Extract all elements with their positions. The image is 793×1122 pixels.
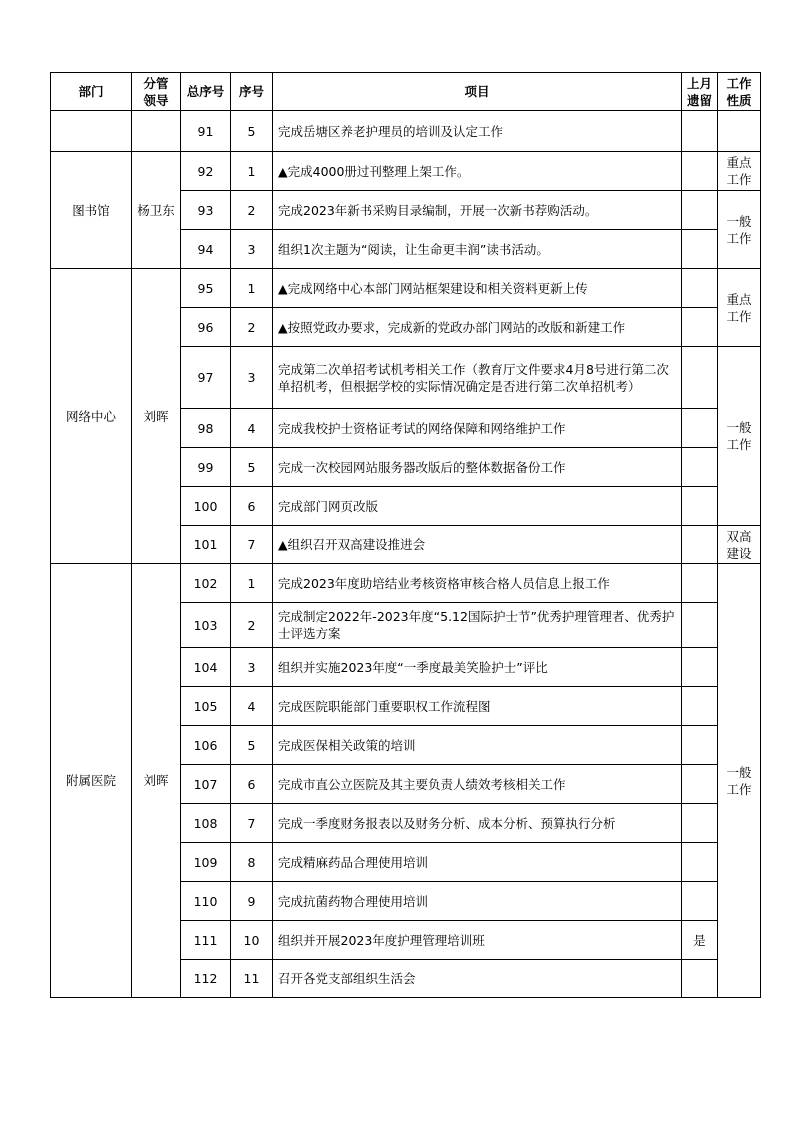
- project-cell: 完成市直公立医院及其主要负责人绩效考核相关工作: [273, 765, 682, 804]
- last-month-cell: [682, 230, 718, 269]
- total-no-cell: 110: [181, 882, 231, 921]
- last-month-cell: [682, 843, 718, 882]
- no-cell: 4: [231, 409, 273, 448]
- nature-cell-continued: [718, 111, 761, 152]
- leader-cell-continued: [132, 111, 181, 152]
- project-cell: 完成岳塘区养老护理员的培训及认定工作: [273, 111, 682, 152]
- nature-double-high: 双高建设: [718, 526, 761, 564]
- no-cell: 5: [231, 111, 273, 152]
- project-cell: 完成2023年新书采购目录编制，开展一次新书荐购活动。: [273, 191, 682, 230]
- no-cell: 4: [231, 687, 273, 726]
- project-cell: 完成部门网页改版: [273, 487, 682, 526]
- project-cell: 召开各党支部组织生活会: [273, 960, 682, 998]
- last-month-cell: [682, 487, 718, 526]
- last-month-cell: [682, 648, 718, 687]
- leader-network: 刘晖: [132, 269, 181, 564]
- nature-general: 一般工作: [718, 191, 761, 269]
- last-month-cell: [682, 448, 718, 487]
- no-cell: 3: [231, 230, 273, 269]
- no-cell: 1: [231, 152, 273, 191]
- project-cell: 完成第二次单招考试机考相关工作（教育厅文件要求4月8号进行第二次单招机考，但根据学校的实际情况确定是否进行第二次单招机考）: [273, 347, 682, 409]
- project-cell: ▲完成网络中心本部门网站框架建设和相关资料更新上传: [273, 269, 682, 308]
- last-month-cell: [682, 564, 718, 603]
- header-no: 序号: [231, 73, 273, 111]
- no-cell: 2: [231, 603, 273, 648]
- header-nature: 工作性质: [718, 73, 761, 111]
- last-month-cell: 是: [682, 921, 718, 960]
- total-no-cell: 102: [181, 564, 231, 603]
- no-cell: 5: [231, 726, 273, 765]
- project-cell: 完成医院职能部门重要职权工作流程图: [273, 687, 682, 726]
- no-cell: 8: [231, 843, 273, 882]
- total-no-cell: 111: [181, 921, 231, 960]
- last-month-cell: [682, 308, 718, 347]
- project-cell: 完成一季度财务报表以及财务分析、成本分析、预算执行分析: [273, 804, 682, 843]
- last-month-cell: [682, 765, 718, 804]
- project-cell: 完成抗菌药物合理使用培训: [273, 882, 682, 921]
- last-month-cell: [682, 191, 718, 230]
- last-month-cell: [682, 347, 718, 409]
- project-cell: 完成精麻药品合理使用培训: [273, 843, 682, 882]
- no-cell: 6: [231, 487, 273, 526]
- total-no-cell: 100: [181, 487, 231, 526]
- no-cell: 5: [231, 448, 273, 487]
- dept-cell-continued: [51, 111, 132, 152]
- total-no-cell: 105: [181, 687, 231, 726]
- total-no-cell: 106: [181, 726, 231, 765]
- total-no-cell: 97: [181, 347, 231, 409]
- total-no-cell: 101: [181, 526, 231, 564]
- last-month-cell: [682, 111, 718, 152]
- header-dept: 部门: [51, 73, 132, 111]
- leader-hospital: 刘晖: [132, 564, 181, 998]
- project-cell: 组织1次主题为“阅读，让生命更丰润”读书活动。: [273, 230, 682, 269]
- last-month-cell: [682, 603, 718, 648]
- no-cell: 11: [231, 960, 273, 998]
- no-cell: 3: [231, 347, 273, 409]
- table-header-row: [51, 73, 761, 111]
- header-total-no: 总序号: [181, 73, 231, 111]
- nature-key: 重点工作: [718, 269, 761, 347]
- leader-library: 杨卫东: [132, 152, 181, 269]
- no-cell: 7: [231, 526, 273, 564]
- total-no-cell: 112: [181, 960, 231, 998]
- total-no-cell: 96: [181, 308, 231, 347]
- project-cell: ▲完成4000册过刊整理上架工作。: [273, 152, 682, 191]
- project-cell: 组织并实施2023年度“一季度最美笑脸护士”评比: [273, 648, 682, 687]
- no-cell: 7: [231, 804, 273, 843]
- header-last-month: 上月遗留: [682, 73, 718, 111]
- table-row: [51, 564, 761, 603]
- project-cell: 完成医保相关政策的培训: [273, 726, 682, 765]
- no-cell: 1: [231, 269, 273, 308]
- last-month-cell: [682, 726, 718, 765]
- no-cell: 9: [231, 882, 273, 921]
- header-project: 项目: [273, 73, 682, 111]
- dept-library: 图书馆: [51, 152, 132, 269]
- last-month-cell: [682, 687, 718, 726]
- table-row: [51, 111, 761, 152]
- no-cell: 2: [231, 191, 273, 230]
- project-cell: 完成制定2022年-2023年度“5.12国际护士节”优秀护理管理者、优秀护士评选方案: [273, 603, 682, 648]
- total-no-cell: 108: [181, 804, 231, 843]
- total-no-cell: 104: [181, 648, 231, 687]
- nature-general: 一般工作: [718, 564, 761, 998]
- last-month-cell: [682, 409, 718, 448]
- project-cell: 完成一次校园网站服务器改版后的整体数据备份工作: [273, 448, 682, 487]
- header-leader: 分管领导: [132, 73, 181, 111]
- project-cell: ▲按照党政办要求，完成新的党政办部门网站的改版和新建工作: [273, 308, 682, 347]
- total-no-cell: 98: [181, 409, 231, 448]
- last-month-cell: [682, 882, 718, 921]
- work-plan-table: [50, 72, 761, 998]
- last-month-cell: [682, 804, 718, 843]
- total-no-cell: 103: [181, 603, 231, 648]
- no-cell: 3: [231, 648, 273, 687]
- total-no-cell: 107: [181, 765, 231, 804]
- no-cell: 1: [231, 564, 273, 603]
- nature-key: 重点工作: [718, 152, 761, 191]
- total-no-cell: 109: [181, 843, 231, 882]
- total-no-cell: 95: [181, 269, 231, 308]
- total-no-cell: 93: [181, 191, 231, 230]
- table-row: [51, 269, 761, 308]
- total-no-cell: 99: [181, 448, 231, 487]
- project-cell: 完成我校护士资格证考试的网络保障和网络维护工作: [273, 409, 682, 448]
- dept-network: 网络中心: [51, 269, 132, 564]
- total-no-cell: 94: [181, 230, 231, 269]
- total-no-cell: 92: [181, 152, 231, 191]
- project-cell: 完成2023年度助培结业考核资格审核合格人员信息上报工作: [273, 564, 682, 603]
- last-month-cell: [682, 152, 718, 191]
- last-month-cell: [682, 269, 718, 308]
- project-cell: ▲组织召开双高建设推进会: [273, 526, 682, 564]
- no-cell: 6: [231, 765, 273, 804]
- no-cell: 10: [231, 921, 273, 960]
- nature-general: 一般工作: [718, 347, 761, 526]
- total-no-cell: 91: [181, 111, 231, 152]
- dept-hospital: 附属医院: [51, 564, 132, 998]
- last-month-cell: [682, 526, 718, 564]
- last-month-cell: [682, 960, 718, 998]
- table-row: [51, 152, 761, 191]
- project-cell: 组织并开展2023年度护理管理培训班: [273, 921, 682, 960]
- no-cell: 2: [231, 308, 273, 347]
